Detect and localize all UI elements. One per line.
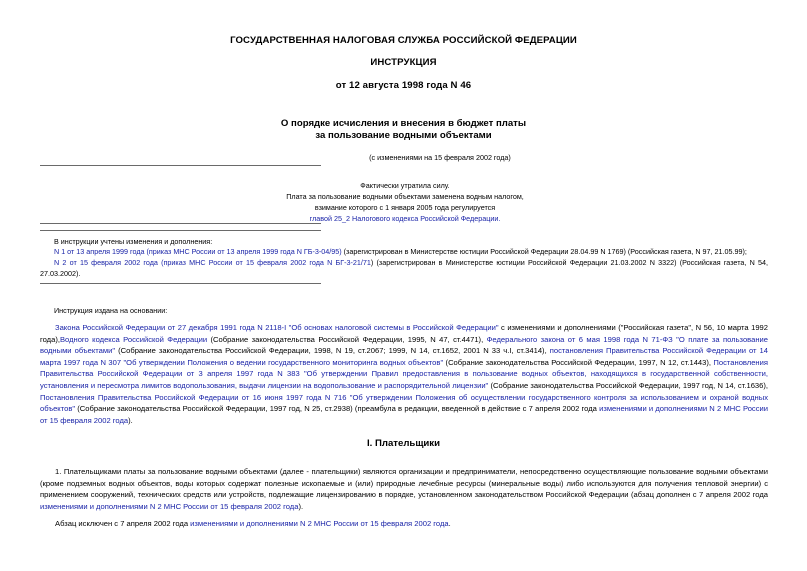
doc-date-number: от 12 августа 1998 года N 46 (335, 80, 472, 91)
status-block (240, 180, 570, 224)
basis-text: (Собрание законодательства Российской Федерации, 1997, N 12, ст.1443), (443, 357, 714, 367)
changes-intro: В инструкции учтены изменения и дополнения: (54, 237, 213, 246)
change-2-text: ) (зарегистрирован в Министерстве юстиции Российской Федерации 21.03.2002 N 3322) (Российская газета, N 54, 27.03.2002). (40, 258, 769, 278)
divider (40, 230, 321, 231)
status-code-link[interactable]: главой 25_2 Налогового кодекса Российской Федерации. (309, 214, 501, 223)
basis-law-link[interactable]: Закона Российской Федерации от 27 декабря 1991 года N 2118-I "Об основах налоговой системы в Российской Федерации" (55, 323, 499, 332)
section-paragraph-2 (40, 518, 768, 530)
amendments-link[interactable]: изменениями и дополнениями N 2 МНС России от 15 февраля 2002 года (40, 501, 299, 511)
divider (40, 283, 321, 284)
section-heading: I. Плательщики (366, 438, 441, 449)
section-paragraph-1 (40, 466, 768, 512)
agency-heading: ГОСУДАРСТВЕННАЯ НАЛОГОВАЯ СЛУЖБА РОССИЙСКОЙ ФЕДЕРАЦИИ (230, 35, 577, 46)
change-item-2 (40, 257, 768, 279)
change-2-link[interactable]: N 2 от 15 февраля 2002 года (приказ МНС России от 15 февраля 2002 года N БГ-3-21/71 (54, 258, 371, 267)
basis-text: ). (128, 415, 133, 425)
resolution-383-link[interactable]: Постановления Правительства Российской Федерации от 3 апреля 1997 года N 383 "Об утверждении Правил предоставления в пользование водных объектов, находящихся в государственной собственности, установления и пересмотра лимитов водопользования, выдачи лицензии на водопользование и распорядительной лицензии" (40, 357, 768, 390)
change-1-link[interactable]: N 1 от 13 апреля 1999 года (приказ МНС России от 13 апреля 1999 года N ГБ-3-04/95) (54, 247, 342, 256)
doc-type-heading: ИНСТРУКЦИЯ (370, 57, 437, 68)
basis-intro: Инструкция издана на основании: (54, 306, 168, 315)
basis-paragraph (40, 322, 768, 426)
basis-text: (Собрание законодательства Российской Федерации, 1997 год, N 14, ст.1636), (488, 380, 769, 390)
paragraph-text: Абзац исключен с 7 апреля 2002 года (55, 519, 191, 528)
edition-note: (с изменениями на 15 февраля 2002 года) (369, 153, 511, 162)
basis-text: (Собрание законодательства Российской Федерации, 1997 год, N 25, ст.2938) (преамбула в редакции, введенной в действие с 7 апреля 2002 года (75, 404, 600, 414)
divider (40, 165, 321, 166)
divider (40, 223, 321, 224)
change-item-1 (40, 246, 768, 257)
amendments-link[interactable]: изменениями и дополнениями N 2 МНС России от 15 февраля 2002 года (190, 519, 449, 528)
paragraph-text: ). (298, 501, 304, 511)
basis-text: (Собрание законодательства Российской Федерации, 1998, N 19, ст.2067; 1999, N 14, ст.1652, 2001 N 33 ч.I, ст.3414), (115, 346, 550, 356)
paragraph-text: . (448, 519, 451, 528)
basis-text: (Собрание законодательства Российской Федерации, 1995, N 47, ст.4471), (207, 334, 487, 344)
resolution-716-link[interactable]: Постановления Правительства Российской Федерации от 16 июня 1997 года N 716 "Об утверждении Положения об осуществлении государственного контроля за использованием и охраной водных объектов" (40, 392, 768, 414)
status-line: Плата за пользование водными объектами заменена водным налогом, (286, 192, 524, 201)
doc-title-line2: за пользование водными объектами (315, 130, 492, 141)
water-code-link[interactable]: Водного кодекса Российской Федерации (59, 334, 208, 344)
basis-text: с изменениями и дополнениями ("Российская газета", N 56, 10 марта 1992 года), (40, 323, 768, 344)
status-line: Фактически утратила силу. (360, 181, 450, 190)
amendments-link[interactable]: изменениями и дополнениями N 2 МНС России от 15 февраля 2002 года (40, 404, 768, 425)
paragraph-text: 1. Плательщиками платы за пользование водными объектами (далее - плательщики) являются организации и предприниматели, непосредственно осуществляющие пользование водными объектами (кроме подземных водных объектов, воды которых содержат полезные ископаемые и (или) природные лечебные ресурсы (минеральные воды) либо используются для получения тепловой энергии) с применением сооружений, технических средств или устройств, подлежащие лицензированию в порядке, установленном законодательством Российской Федерации (абзац дополнен с 7 апреля 2002 года (40, 467, 768, 500)
doc-title-line1: О порядке исчисления и внесения в бюджет платы (280, 118, 527, 129)
status-line: взимание которого с 1 января 2005 года регулируется (314, 203, 496, 212)
resolution-307-link[interactable]: постановления Правительства Российской Федерации от 14 марта 1997 года N 307 "Об утверждении Положения о ведении государственного мониторинга водных объектов" (40, 346, 768, 367)
change-1-text: (зарегистрирован в Министерстве юстиции Российской Федерации 28.04.99 N 1769) (Российская газета, N 97, 21.05.99); (341, 247, 747, 256)
federal-law-link[interactable]: Федерального закона от 6 мая 1998 года N 71-ФЗ "О плате за пользование водными объектами" (40, 334, 768, 356)
